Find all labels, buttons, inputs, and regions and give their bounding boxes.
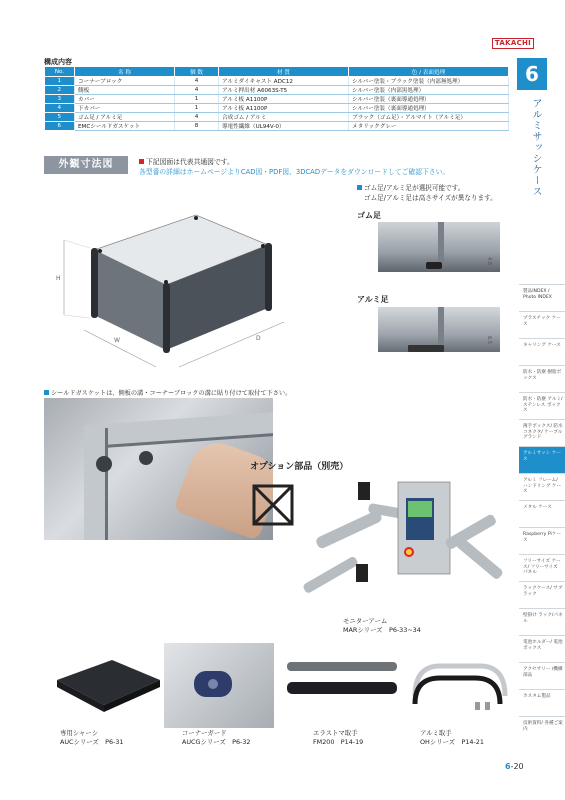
h-label: H [56,275,61,282]
item-name: アルミ取手 [420,729,452,737]
item-series: AUCGシリーズ P6-32 [182,738,251,746]
w-label: W [114,337,120,344]
col-header: No. [45,67,75,77]
cell-material: 合成ゴム / アルミ [219,113,349,122]
bullet-icon [139,159,144,164]
cell-finish: シルバー塗装（裏面導通処理） [349,95,509,104]
alumi-foot-photo [378,307,500,352]
page-num: -20 [510,762,524,771]
feet-note [357,183,497,203]
cell-finish: メタリックグレー [349,122,509,131]
nav-item[interactable]: 壁掛け ラック/パネル [519,608,565,635]
cell-material: 導電性繊維（UL94V-0） [219,122,349,131]
composition-title: 構成内容 [44,58,72,66]
aluminum-handle-caption [420,729,484,747]
nav-item[interactable]: ラックケース/ サブラック [519,581,565,608]
item-series: MARシリーズ P6-33~34 [343,626,421,634]
cell-name: 側板 [75,86,175,95]
table-row [45,113,509,122]
cell-qty: 1 [175,95,219,104]
cell-name: ゴム足 / アルミ足 [75,113,175,122]
table-row [45,104,509,113]
nav-item[interactable]: Raspberry Piケース [519,527,565,554]
d-label: D [256,335,261,342]
item-series: AUCシリーズ P6-31 [60,738,124,746]
bullet-icon [44,390,49,395]
cell-qty: 4 [175,113,219,122]
nav-item-active[interactable]: アルミサッシ ケース [519,446,565,473]
nav-item[interactable]: フリーサイズ ケース/ フリーサイズ パネル [519,554,565,581]
gasket-installation-photo [44,398,273,540]
monitor-arm-caption [343,617,421,635]
chassis-image [52,650,162,725]
nav-item[interactable]: 防水・防塵 アルミ/ ステンレス ボックス [519,392,565,419]
nav-item[interactable]: メタル ケース [519,500,565,527]
bullet-icon [357,185,362,190]
elastomer-handle-image [282,656,402,716]
note-text: ゴム足/アルミ足が選択可能です。 [364,184,465,192]
elastomer-handle-caption [313,729,363,747]
nav-item[interactable]: カスタム製品 [519,689,565,716]
note-text: シールドガスケットは、側板の溝・コーナーブロックの溝に貼り付けて取付て下さい。 [51,390,292,397]
aluminum-handle-image [405,656,515,716]
table-row [45,122,509,131]
cell-name: 下カバー [75,104,175,113]
item-name: モニターアーム [343,617,388,625]
col-header: 色 / 表面処理 [349,67,509,77]
nav-item[interactable]: アクセサリー /機構部品 [519,662,565,689]
cell-qty: 4 [175,77,219,86]
table-row [45,77,509,86]
item-series: OHシリーズ P14-21 [420,738,484,746]
table-row [45,95,509,104]
chapter-number-tab: 6 [517,58,547,90]
cell-material: アルミ板 A1100P [219,95,349,104]
rubber-foot-shape [426,262,442,269]
corner-guard-caption [182,729,250,747]
dimensions-label: 外観寸法図 [44,156,128,174]
cell-no: 5 [45,113,75,122]
cell-material: アルミ板 A1100P [219,104,349,113]
cell-no: 1 [45,77,75,86]
download-link-text[interactable]: 各型番の詳細はホームページよりCAD図・PDF図、3DCADデータをダウンロードしてご確認下さい。 [139,168,450,176]
nav-item[interactable]: プラスチック ケース [519,311,565,338]
note-text: ゴム足/アルミ足は高さサイズが異なります。 [364,194,497,202]
gasket-note [44,388,291,397]
cell-name: EMCシールドガスケット [75,122,175,131]
chassis-caption [60,729,124,747]
table-row [45,86,509,95]
alumi-foot-title: アルミ足 [357,295,389,304]
cell-name: コーナーブロック [75,77,175,86]
chapter-title: アルミサッシケース [530,98,541,197]
nav-item[interactable]: 電池ホルダー/ 電池ボックス [519,635,565,662]
cell-qty: 8 [175,122,219,131]
rubber-foot-dim: 4.8 [486,257,492,265]
nav-item[interactable]: 製品INDEX / Photo INDEX [519,284,565,311]
page-number [505,762,524,771]
options-title: オプション部品（別売） [250,462,349,472]
alumi-foot-dim: 6.5 [486,336,492,344]
dimensions-note [139,157,449,177]
item-name: コーナーガード [182,729,227,737]
composition-table [44,66,509,131]
col-header: 名 称 [75,67,175,77]
cell-qty: 1 [175,104,219,113]
side-nav [519,284,565,743]
cell-material: アルミ押出材 A6063S-T5 [219,86,349,95]
cell-material: アルミダイキャスト ADC12 [219,77,349,86]
item-series: FM200 P14-19 [313,738,364,746]
brand-logo: TAKACHI [492,38,534,49]
cell-finish: シルバー塗装・ブラック塗装（内部無処理） [349,77,509,86]
col-header: 材 質 [219,67,349,77]
nav-item[interactable]: 防水・防塵 樹脂ボックス [519,365,565,392]
page-section: 6 [505,762,511,771]
col-header: 個 数 [175,67,219,77]
cell-no: 6 [45,122,75,131]
nav-item[interactable]: キャリング ケース [519,338,565,365]
monitor-arm-images [248,474,510,614]
nav-item[interactable]: 薄手ボックス/ 防水コネクタ/ ケーブル グランド [519,419,565,446]
cell-finish: シルバー塗装（裏面導通処理） [349,104,509,113]
alumi-foot-shape [408,345,444,352]
side-panel-edge [438,307,444,345]
cell-finish: シルバー塗装（内部黒処理） [349,86,509,95]
cell-finish: ブラック（ゴム足）・アルマイト（アルミ足） [349,113,509,122]
enclosure-drawing [44,190,334,375]
cell-qty: 4 [175,86,219,95]
item-name: 専用シャーシ [60,729,99,737]
nav-item[interactable]: 技術資料/ 各種ご案内 [519,716,565,743]
cell-no: 2 [45,86,75,95]
side-panel-edge [438,222,444,262]
rubber-foot-title: ゴム足 [357,211,381,220]
note-text: 下記図面は代表共通図です。 [146,158,234,166]
cell-name: カバー [75,95,175,104]
rubber-foot-photo [378,222,500,272]
cell-no: 4 [45,104,75,113]
corner-guard-image [164,643,274,728]
item-name: エラストマ取手 [313,729,358,737]
cell-no: 3 [45,95,75,104]
nav-item[interactable]: アルミ フレーム/ ハンドリング ケース [519,473,565,500]
